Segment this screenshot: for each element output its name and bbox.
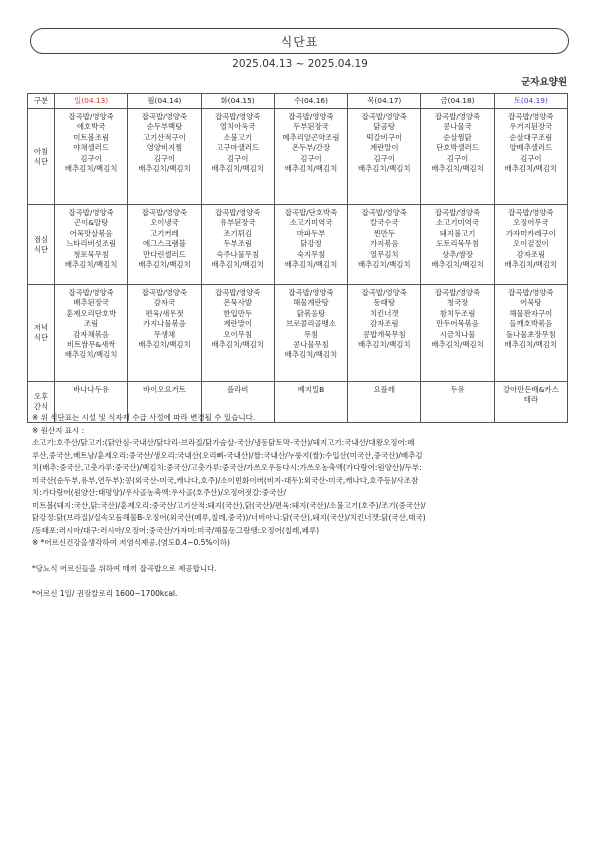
header-day-sat: 토(04.19) xyxy=(494,94,567,109)
category-text: 오후 xyxy=(33,392,49,401)
menu-item: 돌나물초장무침 xyxy=(505,329,556,339)
category-text: 식단 xyxy=(33,244,49,254)
menu-item: 잡곡밥/영양죽 xyxy=(361,112,407,121)
menu-item: 어묵맛살볶음 xyxy=(69,228,113,238)
menu-item: 배추김치/백김치 xyxy=(431,340,484,350)
menu-cell xyxy=(274,205,347,285)
menu-item: 베지밀B xyxy=(297,385,325,394)
period-range: 2025.04.13 ~ 2025.04.19 xyxy=(232,58,368,70)
menu-item: 오징어무국 xyxy=(512,218,549,228)
notes-section xyxy=(32,412,568,601)
menu-item: 잡곡밥/영양죽 xyxy=(288,288,334,297)
menu-item: 배추김치/백김치 xyxy=(504,260,558,270)
category-text: 간식 xyxy=(33,402,49,411)
menu-item: 플라비 xyxy=(226,385,249,394)
menu-item: 온묵사발 xyxy=(223,298,252,308)
menu-item: 찐만두 xyxy=(373,228,395,238)
menu-item: 배추김치/백김치 xyxy=(64,260,118,270)
menu-item: 청포묵무침 xyxy=(73,249,109,259)
menu-item: 가지나물볶음 xyxy=(143,319,186,329)
menu-item: 우거지된장국 xyxy=(509,122,553,132)
menu-cell xyxy=(55,205,128,285)
menu-cell xyxy=(348,205,421,285)
note-line: *당뇨식 어르신들을 위하여 매끼 잡곡밥으로 제공합니다. xyxy=(32,563,217,573)
menu-cell xyxy=(128,285,201,382)
menu-item: 잡곡밥/영양죽 xyxy=(434,208,481,217)
menu-cell xyxy=(274,109,347,205)
menu-item: 잡곡밥/단호박죽 xyxy=(284,208,338,217)
menu-item: 닭곰탕 xyxy=(373,122,395,132)
menu-item: 콩나물국 xyxy=(443,122,472,132)
header-category: 구분 xyxy=(28,94,55,109)
menu-item: 잡곡밥/영양죽 xyxy=(68,208,114,217)
menu-item: 무침 xyxy=(303,329,319,339)
menu-item: 잡곡밥/영양죽 xyxy=(215,288,261,297)
menu-item: 잡곡밥/영양죽 xyxy=(508,112,554,121)
menu-item: 온두부/간장 xyxy=(291,143,331,153)
menu-cell xyxy=(494,109,567,205)
meal-category-label xyxy=(28,285,55,382)
menu-item: 계란말이 xyxy=(223,319,252,329)
menu-item: 고기커레 xyxy=(150,228,179,238)
menu-item: 소불고기 xyxy=(223,132,252,142)
menu-item: 잡곡밥/영양죽 xyxy=(288,112,334,121)
menu-item: 김구이 xyxy=(446,153,469,163)
header-day-wed: 수(04.16) xyxy=(274,94,347,109)
notes-spacer xyxy=(32,575,568,588)
menu-cell xyxy=(274,285,347,382)
menu-item: 잡곡밥/영양죽 xyxy=(141,208,188,217)
meal-row-dinner xyxy=(28,285,568,382)
menu-item: 닭볶음탕 xyxy=(296,308,326,318)
menu-item: 상추/쌈장 xyxy=(442,249,474,259)
menu-item: 순두부백탕 xyxy=(146,122,183,132)
menu-item: 조기튀김 xyxy=(223,228,252,238)
header-day-mon: 월(04.14) xyxy=(128,94,201,109)
menu-item: 배추김치/백김치 xyxy=(138,164,191,174)
menu-cell xyxy=(201,205,274,285)
menu-item: 참치두조림 xyxy=(439,308,476,318)
note-line: 소고기:호주산/닭고기:(닭안심-국내산/닭다리-브라질/닭가슴살-국산/냉동닭토막-국산)/돼지고기:국내산/대왕오징어:페 xyxy=(32,438,415,447)
menu-item: 소고기미역국 xyxy=(436,218,479,228)
menu-item: 잡곡밥/영양죽 xyxy=(361,208,407,217)
menu-item: 에그스크램블 xyxy=(143,239,186,249)
meal-row-breakfast xyxy=(28,109,568,205)
meal-category-label xyxy=(28,205,55,285)
menu-item: 무생채 xyxy=(153,329,176,339)
menu-item: 김구이 xyxy=(153,153,176,163)
menu-item: 잡곡밥/영양죽 xyxy=(434,112,481,121)
menu-item: 순살찜닭 xyxy=(443,132,472,142)
menu-item: 어묵탕 xyxy=(520,298,542,308)
menu-cell xyxy=(55,285,128,382)
menu-item: 애호박국 xyxy=(76,122,106,132)
category-text: 식단 xyxy=(33,333,49,342)
menu-item: 배추김치/백김치 xyxy=(358,340,411,350)
page-title xyxy=(30,28,569,54)
menu-item: 잡곡밥/영양죽 xyxy=(361,288,407,297)
menu-item: 배추김치/백김치 xyxy=(64,350,118,360)
menu-item: 영양비지찜 xyxy=(146,143,183,153)
menu-item: 메추리알곤약조림 xyxy=(282,132,340,142)
title-text: 식단표 xyxy=(280,34,319,49)
menu-item: 테라 xyxy=(523,395,538,405)
menu-item: 잡곡밥/영양죽 xyxy=(68,112,114,121)
menu-item: 배추된장국 xyxy=(73,298,109,308)
menu-item: 감자조림 xyxy=(516,249,546,259)
menu-item: 배추김치/백김치 xyxy=(504,164,558,174)
note-line: 치:가다랑어(원양산:태평양)/우사골농축액:우사골(호주산)/오징어젓갈:중국산/ xyxy=(32,488,286,497)
menu-item: 배추김치/백김치 xyxy=(284,260,338,270)
menu-item: 잡곡밥/영양죽 xyxy=(434,288,481,297)
menu-item: 김구이 xyxy=(373,153,395,163)
menu-cell xyxy=(421,205,494,285)
menu-item: 김구이 xyxy=(300,153,322,163)
note-line: 미국산(순두부,유부,연두부):콩(외국산-미국,캐나다,호주)/소이빈화이버(비지-대두):외국산-미국,캐나다,호주등)/사조참 xyxy=(32,475,419,485)
menu-item: 만다린샐러드 xyxy=(143,249,186,259)
menu-item: 숙주나물무침 xyxy=(216,249,260,259)
note-line: *어르신 1일/ 권장칼로리 1600~1700kcal. xyxy=(32,589,178,598)
menu-cell xyxy=(348,109,421,205)
menu-item: 열치아욱국 xyxy=(219,122,256,132)
menu-item: 돼지불고기 xyxy=(439,228,476,238)
menu-cell xyxy=(421,285,494,382)
menu-item: 들깨호박볶음 xyxy=(509,319,553,329)
menu-item: 열무김치 xyxy=(369,249,399,259)
notes-spacer xyxy=(32,550,568,563)
menu-item: 배추김치/백김치 xyxy=(64,164,118,174)
menu-item: 양배추샐러드 xyxy=(509,143,553,153)
menu-item: 비트쌈무&새싹 xyxy=(66,340,116,350)
menu-item: 감자국 xyxy=(153,298,176,308)
header-day-tue: 화(04.15) xyxy=(201,94,274,109)
category-text: 점심 xyxy=(33,234,49,244)
menu-item: 잡곡밥/영양죽 xyxy=(141,288,188,297)
menu-cell xyxy=(494,285,567,382)
menu-item: 잡곡밥/영양죽 xyxy=(68,288,114,297)
menu-item: 편육/새우젓 xyxy=(145,308,184,318)
menu-item: 김구이 xyxy=(520,153,542,163)
category-text: 식단 xyxy=(33,156,49,166)
menu-item: 배추김치/백김치 xyxy=(211,340,264,350)
note-line: 닭강정:닭(브라질)/실속모듬해물B-오징어(외국산(페루,칠레,중국))/너비아니:닭(국산),돼지(국산)/치킨너겟:닭(국산,태국) xyxy=(32,513,426,522)
menu-item: 숙지무침 xyxy=(296,249,326,259)
menu-item: 고구마샐러드 xyxy=(216,143,260,153)
menu-item: 동태탕 xyxy=(373,298,395,308)
menu-item: 감자조림 xyxy=(369,319,399,329)
menu-item: 닭강정 xyxy=(300,239,322,249)
menu-item: 배추김치/백김치 xyxy=(431,260,484,270)
menu-item: 배추김치/백김치 xyxy=(138,260,191,270)
menu-item: 갈아만든배&카스 xyxy=(502,385,559,394)
menu-item: 요플레 xyxy=(373,385,395,394)
menu-item: 배추김치/백김치 xyxy=(211,260,264,270)
menu-item: 배추김치/백김치 xyxy=(358,164,411,174)
institution-name: 군자요양원 xyxy=(521,77,567,88)
category-text: 저녁 xyxy=(33,323,49,332)
menu-table xyxy=(27,93,568,423)
menu-item: 가지볶음 xyxy=(369,239,399,249)
menu-item: 치킨너겟 xyxy=(369,308,399,318)
menu-item: 오이냉국 xyxy=(150,218,179,228)
menu-cell xyxy=(494,205,567,285)
menu-item: 잡곡밥/영양죽 xyxy=(508,288,554,297)
menu-item: 가자미카레구이 xyxy=(505,228,556,238)
menu-item: 단호박샐러드 xyxy=(436,143,479,153)
menu-item: 배추김치/백김치 xyxy=(358,260,411,270)
meal-category-label xyxy=(28,109,55,205)
menu-item: 만두어묵볶음 xyxy=(436,319,479,329)
menu-item: 야채샐러드 xyxy=(73,143,109,153)
menu-item: 배추김치/백김치 xyxy=(211,164,264,174)
menu-item: 콩밥개묵무침 xyxy=(362,329,406,339)
menu-item: 오이무침 xyxy=(223,329,252,339)
menu-item: 두부된장국 xyxy=(293,122,329,132)
menu-cell xyxy=(421,109,494,205)
menu-item: 배추김치/백김치 xyxy=(504,340,558,350)
menu-item: 해물계란탕 xyxy=(293,298,329,308)
menu-item: 바나나두유 xyxy=(73,385,109,394)
menu-item: 훈제오리단호박 xyxy=(66,308,117,318)
menu-cell xyxy=(201,285,274,382)
note-line: ※ 원산지 표시 : xyxy=(32,425,85,435)
note-line: ※ *어르신건강을생각하여 저염식제공.(염도0.4~0.5%이하) xyxy=(32,538,230,547)
note-line: 치(배추:중국산,고춧가루:중국산)/백김치:중국산/고춧가루:중국산/가쓰오우동다시:가쓰오농축액(가다랑어:원양산)/두부: xyxy=(32,463,422,472)
menu-item: 유부된장국 xyxy=(219,218,256,228)
header-day-thu: 목(04.17) xyxy=(348,94,421,109)
menu-item: 느타리버섯조림 xyxy=(66,239,117,249)
menu-cell xyxy=(348,285,421,382)
menu-item: 두부조림 xyxy=(223,239,252,249)
menu-item: 잡곡밥/영양죽 xyxy=(215,112,261,121)
menu-item: 콩나물무침 xyxy=(293,340,329,350)
menu-item: 바이오요거트 xyxy=(143,385,186,394)
menu-item: 배추김치/백김치 xyxy=(284,350,338,360)
menu-item: 두유 xyxy=(450,385,465,394)
menu-item: 곤이&알탕 xyxy=(73,218,109,228)
note-line: 미트볼(돼지:국산,닭:국산)/훈제오리:중국산/고기산적:돼지(국산),닭(국산)/편육:돼지(국산)/소불고기(호주)/조기(중국산)/ xyxy=(32,500,426,510)
menu-item: 소고기미역국 xyxy=(289,218,333,228)
menu-item: 배추김치/백김치 xyxy=(284,164,338,174)
table-header-row xyxy=(28,94,568,109)
menu-cell xyxy=(128,205,201,285)
menu-item: 한입만두 xyxy=(223,308,252,318)
header-day-sun: 일(04.13) xyxy=(55,94,128,109)
menu-item: 김구이 xyxy=(226,153,249,163)
menu-item: 오이겉절이 xyxy=(512,239,549,249)
meal-row-lunch xyxy=(28,205,568,285)
menu-item: 배추김치/백김치 xyxy=(431,164,484,174)
menu-item: 칼국수국 xyxy=(369,218,399,228)
menu-item: 계란말이 xyxy=(369,143,399,153)
menu-item: 미트볼조림 xyxy=(73,132,109,142)
menu-item: 마파두부 xyxy=(296,228,326,238)
menu-item: 브로콜리골뱅소 xyxy=(285,319,336,329)
menu-item: 잡곡밥/영양죽 xyxy=(215,208,261,217)
menu-cell xyxy=(128,109,201,205)
menu-item: 해물완자구이 xyxy=(509,308,553,318)
menu-item: 도토리묵무침 xyxy=(436,239,479,249)
menu-item: 떡갈비구이 xyxy=(366,132,403,142)
note-line: ※ 위 식단표는 시설 및 식자재 수급 사정에 따라 변경될 수 있습니다. xyxy=(32,413,256,422)
menu-item: 잡곡밥/영양죽 xyxy=(508,208,554,217)
menu-item: 순살대구조림 xyxy=(509,132,553,142)
note-line: /동태포:러시아/대구:러시아/오징어:중국산/가자미:미국/해물동그랑땡:오징어(칠레,페루) xyxy=(32,525,320,535)
menu-cell xyxy=(201,109,274,205)
menu-item: 조림 xyxy=(84,319,99,329)
note-line: 루산,중국산,베트남/훈제오리:중국산/생오리:국내산(오리뼈-국내산)/쌀:국내산/누룽지(쌀):수입산(미국산,중국산)/배추김 xyxy=(32,450,423,460)
category-text: 아침 xyxy=(33,146,49,156)
menu-item: 시금치나물 xyxy=(439,329,476,339)
menu-item: 감자채볶음 xyxy=(73,329,109,339)
menu-item: 잡곡밥/영양죽 xyxy=(141,112,188,121)
menu-item: 고기산적구이 xyxy=(143,132,186,142)
menu-item: 배추김치/백김치 xyxy=(138,340,191,350)
header-day-fri: 금(04.18) xyxy=(421,94,494,109)
menu-item: 청국장 xyxy=(446,298,469,308)
menu-item: 김구이 xyxy=(80,153,102,163)
menu-cell xyxy=(55,109,128,205)
